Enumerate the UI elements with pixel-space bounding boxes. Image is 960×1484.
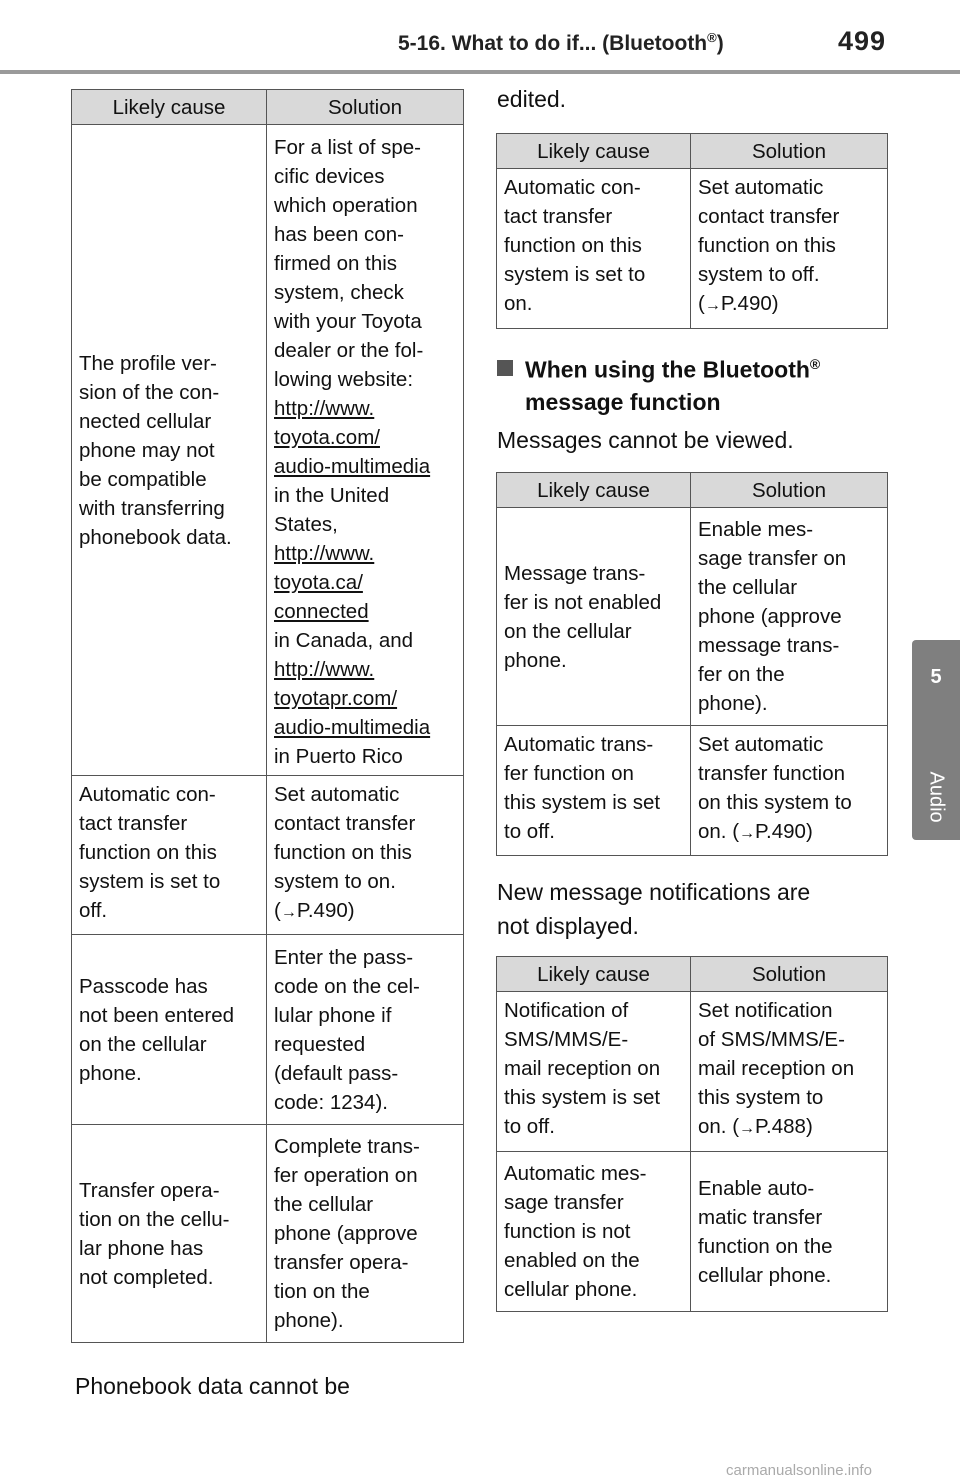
page-reference-link[interactable]: P.490) <box>720 292 779 315</box>
ref-paren: ( <box>698 292 705 315</box>
cause-text: Automatic mes- sage transfer function is not enabled on the cellular phone. <box>504 1162 647 1301</box>
phonebook-edit-table <box>496 133 888 329</box>
cause-text: Passcode has not been entered on the cellular phone. <box>79 974 235 1085</box>
page-reference-link[interactable]: P.488) <box>755 1115 813 1138</box>
arrow-icon: → <box>704 297 721 314</box>
watermark: carmanualsonline.info <box>726 1462 872 1479</box>
page-header-title: 5-16. What to do if... (Bluetooth®) <box>398 30 724 55</box>
solution-text: Set automatic contact transfer function on this system to off. <box>698 176 840 286</box>
cause-text: Automatic trans- fer function on this system is set to off. <box>504 733 661 843</box>
arrow-icon: → <box>739 825 756 842</box>
column-header-solution: Solution <box>267 90 464 125</box>
solution-text: Enter the pass- code on the cel- lular phone if requested (default pass- code: 1234). <box>274 945 420 1114</box>
cause-text: Automatic con- tact transfer function on this system is set to on. <box>504 176 646 315</box>
column-header-solution: Solution <box>691 957 888 992</box>
cause-cell <box>72 125 267 776</box>
cause-text: Transfer opera- tion on the cellu- lar phone has not completed. <box>79 1178 230 1289</box>
notifications-text: New message notifications are not displayed. <box>497 879 811 939</box>
column-header-cause: Likely cause <box>497 957 691 992</box>
messages-table <box>496 472 888 856</box>
chapter-side-tab <box>912 640 960 840</box>
solution-text: Enable auto- matic transfer function on the cellular phone. <box>698 1176 833 1287</box>
arrow-icon: → <box>280 904 297 921</box>
solution-cell <box>691 1152 888 1312</box>
page-reference-link[interactable]: P.490) <box>755 820 813 843</box>
solution-cell <box>691 726 888 856</box>
cause-cell <box>497 1152 691 1312</box>
solution-cell <box>267 125 464 776</box>
square-bullet-icon <box>497 360 513 376</box>
table-header-row <box>497 134 888 169</box>
cause-text: The profile ver- sion of the con- nected cellular phone may not be compatible with transferring phonebook data. <box>79 351 232 549</box>
cause-text: Message trans- fer is not enabled on the cellular phone. <box>504 561 662 672</box>
column-header-solution: Solution <box>691 473 888 508</box>
cause-text: Notification of SMS/MMS/E- mail reception on this system is set to off. <box>504 999 661 1138</box>
table-header-row <box>497 957 888 992</box>
chapter-number: 5 <box>930 666 942 688</box>
solution-text: Enable mes- sage transfer on the cellular phone (approve message trans- fer on the phone). <box>698 518 847 715</box>
table-row <box>497 726 888 856</box>
page-reference-link[interactable]: P.490) <box>296 899 355 922</box>
solution-text: Set automatic contact transfer function on this system to on. <box>274 783 416 893</box>
column-header-cause: Likely cause <box>497 134 691 169</box>
website-link-canada[interactable]: http://www. toyota.ca/ connected <box>274 542 375 623</box>
cause-cell <box>72 935 267 1125</box>
header-divider <box>0 70 960 74</box>
table-row <box>497 992 888 1152</box>
table-row <box>72 776 464 935</box>
chapter-label: Audio <box>925 771 948 823</box>
table-row <box>72 1125 464 1343</box>
solution-cell <box>691 508 888 726</box>
solution-cell <box>691 169 888 329</box>
website-link-puerto-rico[interactable]: http://www. toyotapr.com/ audio-multimedia <box>274 658 431 739</box>
phonebook-text-continued: edited. <box>497 86 567 112</box>
cause-cell <box>497 726 691 856</box>
cause-cell <box>72 1125 267 1343</box>
solution-cell <box>267 776 464 935</box>
section-heading: When using the Bluetooth® message function <box>497 348 897 418</box>
solution-text: in the United States, <box>274 484 390 536</box>
table-row <box>72 125 464 776</box>
solution-text: Set notification of SMS/MMS/E- mail reception on this system to on. ( <box>698 999 855 1138</box>
table-row <box>497 1152 888 1312</box>
solution-text: in Canada, and <box>274 629 414 652</box>
table-row <box>497 508 888 726</box>
solution-cell <box>691 992 888 1152</box>
column-header-solution: Solution <box>691 134 888 169</box>
table-row <box>72 935 464 1125</box>
phonebook-transfer-table <box>71 89 464 1343</box>
cause-cell <box>72 776 267 935</box>
page-number: 499 <box>838 26 887 56</box>
messages-text: Messages cannot be viewed. <box>497 427 794 453</box>
cause-cell <box>497 508 691 726</box>
table-row <box>497 169 888 329</box>
phonebook-text: Phonebook data cannot be <box>75 1373 350 1399</box>
solution-text: in Puerto Rico <box>274 745 403 768</box>
cause-cell <box>497 992 691 1152</box>
website-link-us[interactable]: http://www. toyota.com/ audio-multimedia <box>274 397 431 478</box>
cause-text: Automatic con- tact transfer function on this system is set to off. <box>79 783 221 922</box>
arrow-icon: → <box>739 1120 756 1137</box>
cause-cell <box>497 169 691 329</box>
solution-text: Set automatic transfer function on this system to on. ( <box>698 733 852 843</box>
column-header-cause: Likely cause <box>497 473 691 508</box>
solution-cell <box>267 935 464 1125</box>
table-header-row <box>497 473 888 508</box>
table-header-row <box>72 90 464 125</box>
ref-paren: ( <box>274 899 281 922</box>
notifications-table <box>496 956 888 1312</box>
solution-text: Complete trans- fer operation on the cellular phone (approve transfer opera- tion on the phone). <box>274 1135 420 1332</box>
column-header-cause: Likely cause <box>72 90 267 125</box>
solution-cell <box>267 1125 464 1343</box>
solution-text: For a list of spe- cific devices which operation has been con- firmed on this system, check with your Toyota dealer or the fol- lowing website: <box>274 136 424 391</box>
